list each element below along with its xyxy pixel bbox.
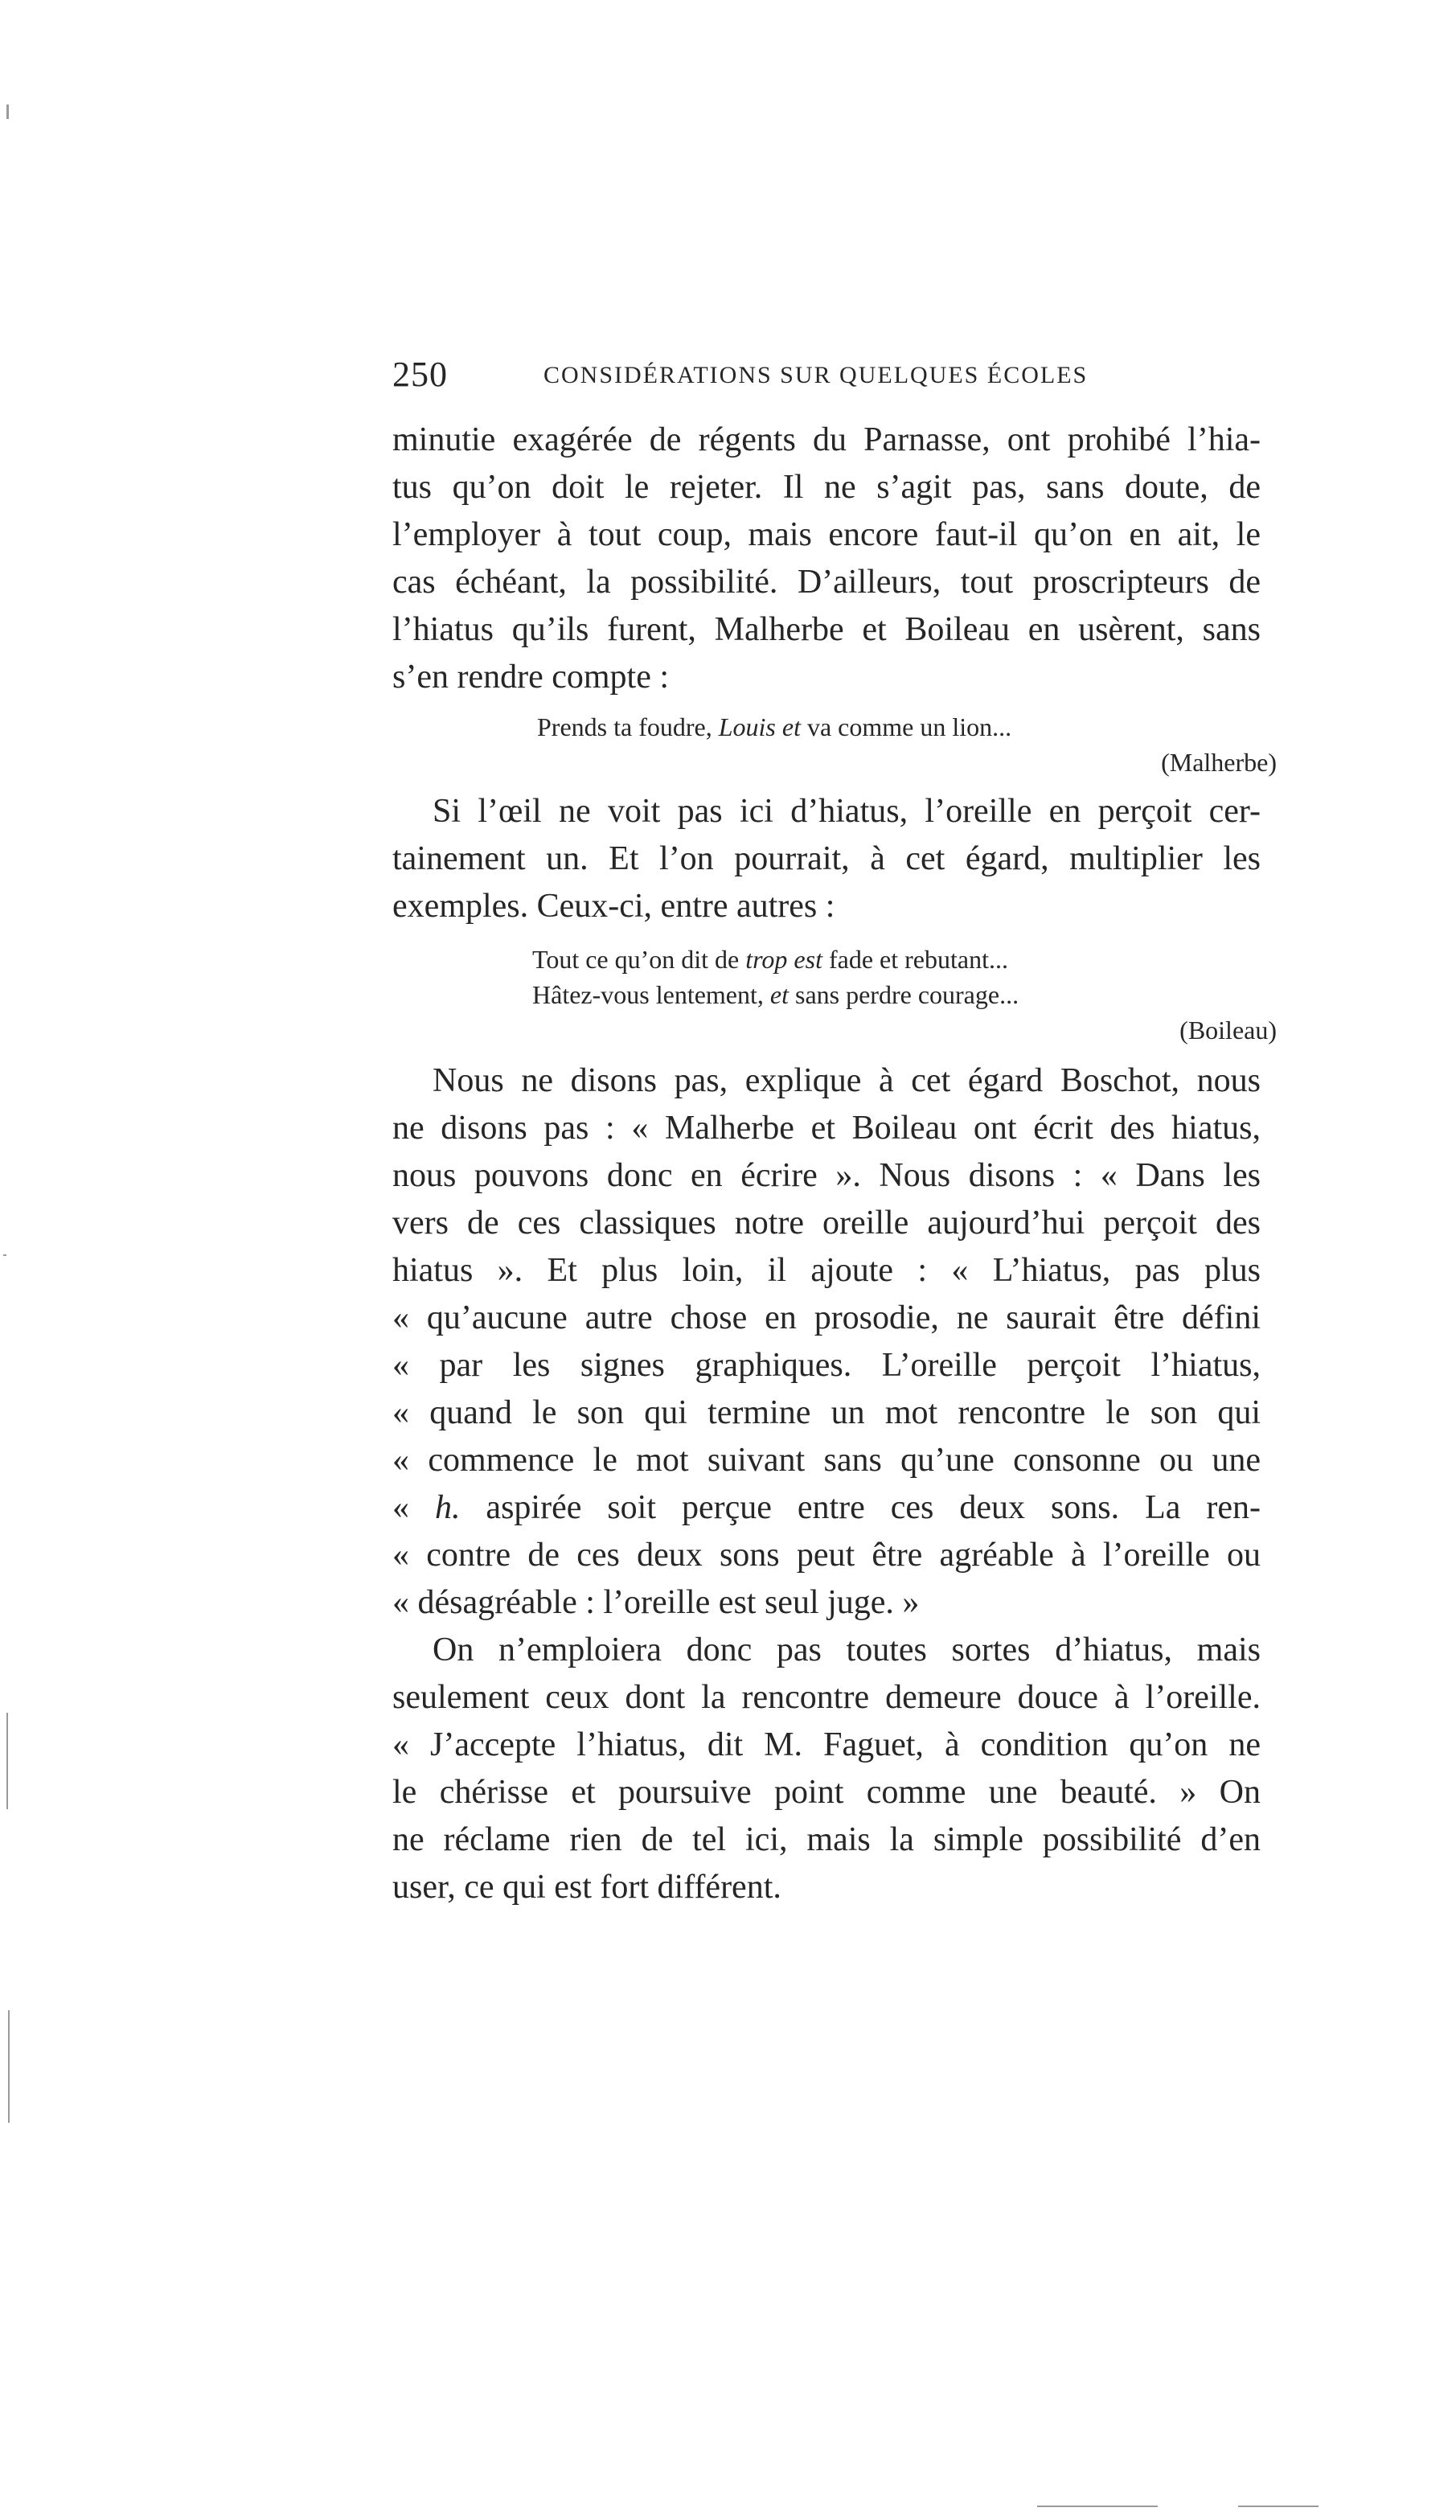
italic-words: trop est: [745, 945, 822, 974]
italic-words: Louis et: [718, 712, 801, 741]
body-text: [392, 417, 1277, 1911]
text-line: le chérisse et poursuive point comme une beauté. » On: [392, 1774, 1261, 1811]
text-line: « qu’aucune autre chose en prosodie, ne saurait être défini: [392, 1299, 1261, 1336]
scan-mark: [8, 2010, 10, 2123]
italic-words: h.: [434, 1489, 461, 1526]
running-head: CONSIDÉRATIONS SUR QUELQUES ÉCOLES: [543, 362, 1089, 388]
text-line: Nous ne disons pas, explique à cet égard Boschot, nous: [433, 1062, 1261, 1099]
text-line: « commence le mot suivant sans qu’une consonne ou une: [392, 1442, 1261, 1479]
scan-mark: [6, 1713, 8, 1809]
scan-mark: [6, 105, 9, 119]
text-line: Si l’œil ne voit pas ici d’hiatus, l’oreille en perçoit cer-: [433, 793, 1261, 830]
text-line: user, ce qui est fort différent.: [392, 1869, 781, 1906]
text-line: vers de ces classiques notre oreille aujourd’hui perçoit des: [392, 1205, 1261, 1242]
text-line: tus qu’on doit le rejeter. Il ne s’agit pas, sans doute, de: [392, 469, 1261, 506]
text-line: « désagréable : l’oreille est seul juge. »: [392, 1584, 920, 1621]
text-line: nous pouvons donc en écrire ». Nous disons : « Dans les: [392, 1157, 1261, 1194]
text-line: exemples. Ceux-ci, entre autres :: [392, 888, 835, 925]
text-line: ne réclame rien de tel ici, mais la simple possibilité d’en: [392, 1821, 1261, 1858]
text-line: « par les signes graphiques. L’oreille perçoit l’hiatus,: [392, 1347, 1261, 1384]
attribution-malherbe: (Malherbe): [1161, 748, 1277, 777]
text-line: s’en rendre compte :: [392, 659, 670, 696]
text-line: « J’accepte l’hiatus, dit M. Faguet, à condition qu’on ne: [392, 1726, 1261, 1763]
page-number: 250: [392, 355, 448, 394]
text-line: ne disons pas : « Malherbe et Boileau ont écrit des hiatus,: [392, 1110, 1261, 1147]
paragraph-4: [392, 1627, 1261, 1911]
text-line: « h. aspirée soit perçue entre ces deux sons. La ren-: [392, 1489, 1261, 1526]
text-line: « quand le son qui termine un mot rencontre le son qui: [392, 1394, 1261, 1431]
italic-words: et: [769, 980, 789, 1009]
text-line: On n’emploiera donc pas toutes sortes d’hiatus, mais: [433, 1631, 1261, 1668]
scan-mark: [1037, 2506, 1158, 2507]
text-line: seulement ceux dont la rencontre demeure douce à l’oreille.: [392, 1679, 1261, 1716]
page-header: [392, 354, 1101, 402]
verse-quote-boileau: [392, 942, 1261, 1012]
scan-mark: [3, 1254, 6, 1256]
text-line: hiatus ». Et plus loin, il ajoute : « L’hiatus, pas plus: [392, 1252, 1261, 1289]
text-line: tainement un. Et l’on pourrait, à cet égard, multiplier les: [392, 840, 1261, 877]
text-line: l’hiatus qu’ils furent, Malherbe et Boileau en usèrent, sans: [392, 611, 1261, 648]
scan-mark: [1238, 2506, 1319, 2507]
text-line: cas échéant, la possibilité. D’ailleurs, tout proscripteurs de: [392, 564, 1261, 601]
verse-line: Hâtez-vous lentement, et sans perdre courage...: [532, 980, 1019, 1009]
paragraph-3: [392, 1057, 1261, 1627]
paragraph-1: [392, 417, 1261, 701]
text-line: l’employer à tout coup, mais encore faut-il qu’on en ait, le: [392, 516, 1261, 553]
attribution-boileau: (Boileau): [1179, 1016, 1277, 1045]
paragraph-2: [392, 788, 1261, 930]
verse-line: Prends ta foudre, Louis et va comme un lion...: [537, 712, 1012, 741]
text-line: minutie exagérée de régents du Parnasse, ont prohibé l’hia-: [392, 421, 1261, 458]
text-line: « contre de ces deux sons peut être agréable à l’oreille ou: [392, 1537, 1261, 1574]
verse-quote-malherbe: [392, 709, 1261, 745]
verse-line: Tout ce qu’on dit de trop est fade et rebutant...: [532, 945, 1008, 974]
